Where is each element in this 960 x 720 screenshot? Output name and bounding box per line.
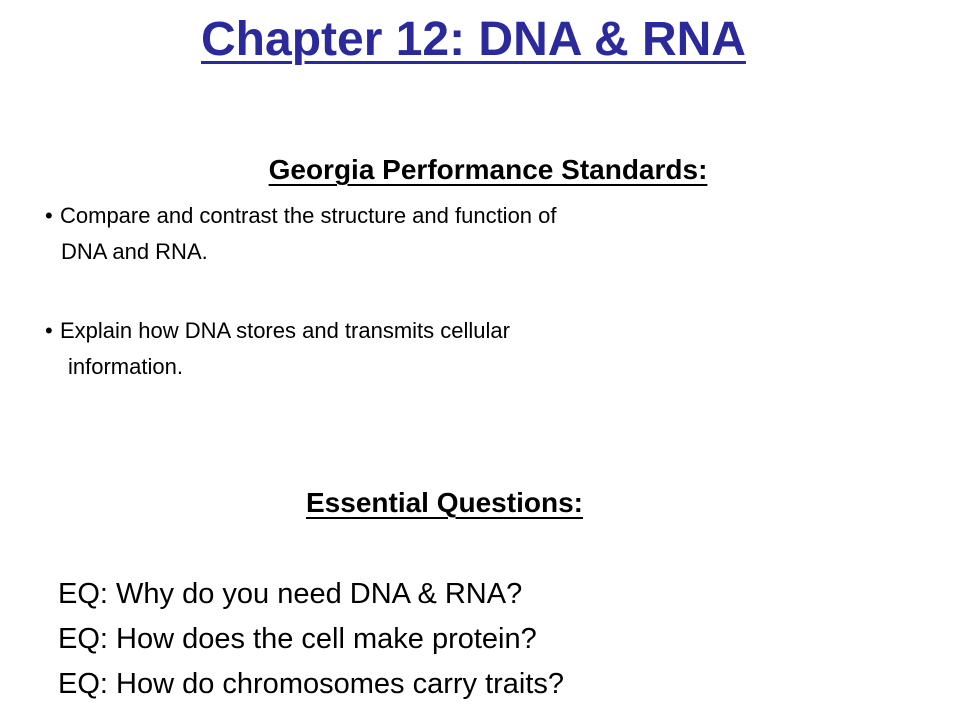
essential-question: EQ: How does the cell make protein? — [58, 623, 537, 655]
standard-text-line1: Compare and contrast the structure and function of — [60, 203, 557, 228]
standard-text-line2: information. — [68, 354, 183, 379]
essential-question: EQ: How do chromosomes carry traits? — [58, 668, 565, 700]
essential-questions-list — [58, 572, 564, 707]
bullet: • — [45, 203, 53, 228]
bullet: • — [45, 318, 53, 343]
slide-title: Chapter 12: DNA & RNA — [201, 13, 746, 66]
essential-question: EQ: Why do you need DNA & RNA? — [58, 578, 523, 610]
standards-heading: Georgia Performance Standards: — [268, 154, 708, 185]
essential-questions-heading: Essential Questions: — [306, 487, 583, 518]
standard-item — [45, 313, 510, 385]
standard-text-line2: DNA and RNA. — [61, 239, 208, 264]
standard-item — [45, 198, 557, 270]
standard-text-line1: Explain how DNA stores and transmits cellular — [60, 318, 510, 343]
